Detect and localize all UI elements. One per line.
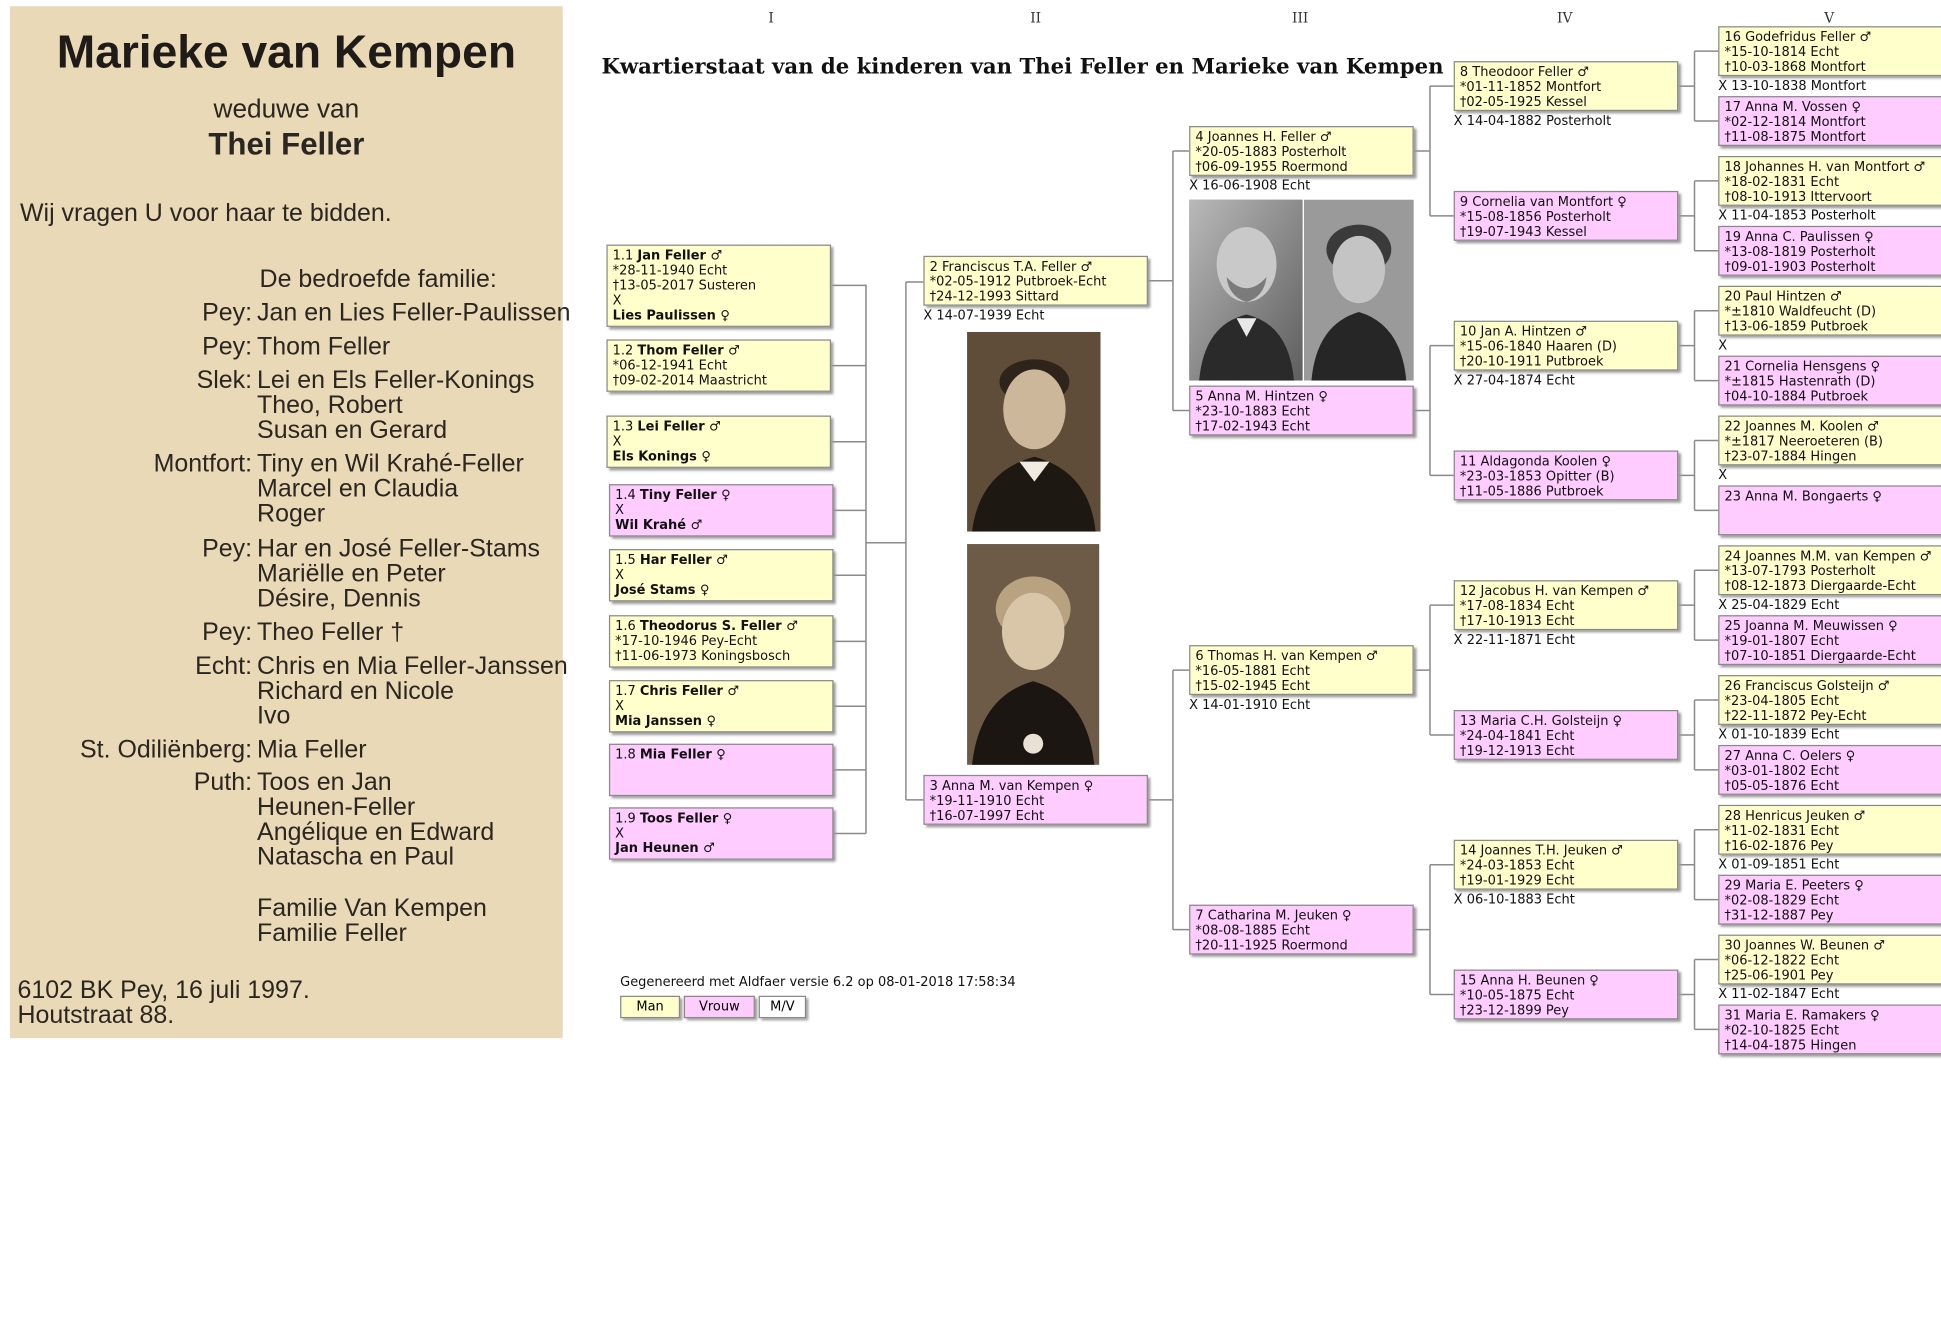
ancestor-name: 30 Joannes W. Beunen ♂ xyxy=(1724,938,1885,954)
child-box[interactable] xyxy=(609,549,834,601)
ancestor-detail: †10-03-1868 Montfort xyxy=(1724,60,1866,76)
column-header-1: I xyxy=(768,9,774,27)
child-name: Toos Feller ♀ xyxy=(639,811,733,827)
marriage-info: X 16-06-1908 Echt xyxy=(1189,178,1311,194)
ancestor-detail: *15-10-1814 Echt xyxy=(1724,45,1840,61)
ancestor-detail: *18-02-1831 Echt xyxy=(1724,174,1840,190)
child-number: 1.4 xyxy=(615,487,640,503)
portrait-photo-anna-hintzen xyxy=(1304,200,1414,381)
ancestor-name: 15 Anna H. Beunen ♀ xyxy=(1459,973,1599,989)
obituary-family-line: Chris en Mia Feller-Janssen xyxy=(257,652,568,681)
ancestor-detail: †05-05-1876 Echt xyxy=(1724,778,1840,794)
child-detail: †11-06-1973 Koningsbosch xyxy=(615,649,791,665)
legend-female: Vrouw xyxy=(684,996,755,1018)
ancestor-box[interactable] xyxy=(923,256,1148,306)
child-number: 1.1 xyxy=(612,248,638,264)
ancestor-box[interactable] xyxy=(1718,545,1941,595)
ancestor-detail: *11-02-1831 Echt xyxy=(1724,823,1840,839)
child-detail: *28-11-1940 Echt xyxy=(612,263,728,279)
obituary-family-line: Mia Feller xyxy=(257,736,367,764)
ancestor-box[interactable] xyxy=(1718,935,1941,985)
ancestor-detail: †17-02-1943 Echt xyxy=(1195,419,1310,435)
ancestor-detail: †17-10-1913 Echt xyxy=(1459,614,1575,630)
obituary-place: Montfort: xyxy=(153,450,253,478)
ancestor-name: 9 Cornelia van Montfort ♀ xyxy=(1459,194,1627,210)
obituary-place: Puth: xyxy=(193,768,253,797)
child-name: Thom Feller ♂ xyxy=(637,343,740,359)
ancestor-box[interactable] xyxy=(1718,416,1941,466)
ancestor-box[interactable] xyxy=(1454,580,1679,630)
generated-note: Gegenereerd met Aldfaer versie 6.2 op 08-01-2018 17:58:34 xyxy=(620,974,1016,990)
ancestor-name: 8 Theodoor Feller ♂ xyxy=(1459,64,1589,80)
ancestor-detail: †20-11-1925 Roermond xyxy=(1195,938,1348,954)
obituary-family-line: Jan en Lies Feller-Paulissen xyxy=(257,299,571,327)
marriage-mark: X xyxy=(612,293,622,309)
marriage-info: X 27-04-1874 Echt xyxy=(1453,373,1575,389)
marriage-mark: X xyxy=(615,502,625,518)
spouse-name: Els Konings ♀ xyxy=(612,449,711,465)
obituary-family-line: Roger xyxy=(257,500,326,528)
obituary-widow-of: weduwe van xyxy=(213,94,360,124)
ancestor-detail: *02-08-1829 Echt xyxy=(1724,893,1840,909)
obituary-family-1: Familie Van Kempen xyxy=(257,894,487,923)
ancestor-detail: †08-12-1873 Diergaarde-Echt xyxy=(1724,579,1916,595)
marriage-info: X 14-07-1939 Echt xyxy=(923,308,1045,324)
obituary-family-line: Lei en Els Feller-Konings xyxy=(257,366,535,395)
ancestor-name: 12 Jacobus H. van Kempen ♂ xyxy=(1459,583,1650,599)
ancestor-detail: *15-06-1840 Haaren (D) xyxy=(1459,339,1617,355)
obituary-family-line: Richard en Nicole xyxy=(257,677,455,706)
ancestor-name: 10 Jan A. Hintzen ♂ xyxy=(1459,324,1587,340)
obituary-place: Pey: xyxy=(202,333,253,361)
ancestor-detail: *15-08-1856 Posterholt xyxy=(1459,209,1611,225)
ancestor-box[interactable] xyxy=(1718,356,1941,406)
marriage-info: X 22-11-1871 Echt xyxy=(1453,632,1575,648)
ancestor-name: 4 Joannes H. Feller ♂ xyxy=(1195,129,1332,145)
ancestor-detail: *±1815 Hastenrath (D) xyxy=(1724,374,1876,390)
child-box[interactable] xyxy=(609,484,834,536)
chart-title: Kwartierstaat van de kinderen van Thei Feller en Marieke van Kempen xyxy=(601,54,1444,80)
obituary-family-header: De bedroefde familie: xyxy=(259,265,497,294)
ancestor-name: 7 Catharina M. Jeuken ♀ xyxy=(1195,908,1352,924)
ancestor-detail: *02-12-1814 Montfort xyxy=(1724,114,1866,130)
ancestor-detail: *01-11-1852 Montfort xyxy=(1459,79,1602,95)
ancestor-box[interactable] xyxy=(1189,386,1414,436)
ancestor-detail: *24-04-1841 Echt xyxy=(1459,728,1575,744)
ancestor-name: 29 Maria E. Peeters ♀ xyxy=(1724,878,1864,894)
obituary-address-1: 6102 BK Pey, 16 juli 1997. xyxy=(17,977,310,1005)
obituary-family-line: Heunen-Feller xyxy=(257,793,416,822)
column-header-2: II xyxy=(1030,9,1042,27)
child-box[interactable] xyxy=(606,416,831,468)
obituary-family-line: Theo Feller † xyxy=(257,618,405,647)
ancestor-name: 18 Johannes H. van Montfort ♂ xyxy=(1724,159,1926,175)
ancestor-name: 13 Maria C.H. Golsteijn ♀ xyxy=(1459,713,1623,729)
child-box[interactable] xyxy=(606,245,831,327)
spouse-name: Jan Heunen ♂ xyxy=(615,841,715,857)
ancestor-detail: †13-06-1859 Putbroek xyxy=(1724,319,1869,335)
ancestor-name: 24 Joannes M.M. van Kempen ♂ xyxy=(1724,549,1932,565)
child-box[interactable] xyxy=(609,807,834,859)
obituary-place: Pey: xyxy=(202,535,253,563)
spouse-name: Lies Paulissen ♀ xyxy=(612,308,730,324)
ancestor-detail: *23-04-1805 Echt xyxy=(1724,693,1840,709)
ancestor-detail: †22-11-1872 Pey-Echt xyxy=(1724,708,1867,724)
ancestor-detail: †04-10-1884 Putbroek xyxy=(1724,389,1869,405)
obituary-place: Pey: xyxy=(202,618,253,647)
ancestor-box[interactable] xyxy=(1454,450,1679,500)
ancestor-name: 14 Joannes T.H. Jeuken ♂ xyxy=(1459,843,1623,859)
ancestor-detail: †23-12-1899 Pey xyxy=(1459,1003,1569,1019)
child-box[interactable] xyxy=(606,339,831,391)
ancestor-name: 6 Thomas H. van Kempen ♂ xyxy=(1195,648,1378,664)
obituary-family-line: Susan en Gerard xyxy=(257,416,448,445)
child-name: Har Feller ♂ xyxy=(639,552,728,568)
marriage-info: X xyxy=(1718,467,1728,483)
ancestor-detail: *10-05-1875 Echt xyxy=(1459,988,1575,1004)
obituary-place: Pey: xyxy=(202,299,253,327)
ancestor-detail: *08-08-1885 Echt xyxy=(1195,923,1310,939)
ancestor-box[interactable] xyxy=(1454,710,1679,760)
ancestor-name: 26 Franciscus Golsteijn ♂ xyxy=(1724,678,1890,694)
ancestor-box[interactable] xyxy=(1189,905,1414,955)
marriage-info: X 06-10-1883 Echt xyxy=(1453,892,1575,908)
child-number: 1.5 xyxy=(615,552,640,568)
marriage-info: X 14-01-1910 Echt xyxy=(1189,697,1311,713)
ancestor-detail: *03-01-1802 Echt xyxy=(1724,763,1840,779)
obituary-family-line: Theo, Robert xyxy=(257,391,403,420)
legend-unknown: M/V xyxy=(759,996,806,1018)
portrait-photo-franciscus-feller xyxy=(967,332,1101,532)
spouse-name: Wil Krahé ♂ xyxy=(615,518,703,534)
ancestor-detail: †06-09-1955 Roermond xyxy=(1195,159,1348,175)
ancestor-name: 3 Anna M. van Kempen ♀ xyxy=(929,778,1094,794)
child-detail: *06-12-1941 Echt xyxy=(612,358,728,374)
obituary-family-line: Angélique en Edward xyxy=(257,818,495,847)
ancestor-detail: †15-02-1945 Echt xyxy=(1195,679,1310,695)
obituary-family-line: Natascha en Paul xyxy=(257,843,455,871)
ancestor-detail: *24-03-1853 Echt xyxy=(1459,858,1575,874)
ancestor-detail: †19-07-1943 Kessel xyxy=(1459,224,1587,240)
portrait-photo-joannes-feller xyxy=(1189,200,1303,381)
ancestor-detail: *06-12-1822 Echt xyxy=(1724,953,1840,969)
ancestor-detail: *13-08-1819 Posterholt xyxy=(1724,244,1876,260)
ancestor-box[interactable] xyxy=(923,775,1148,825)
ancestor-name: 5 Anna M. Hintzen ♀ xyxy=(1195,389,1328,405)
ancestor-box[interactable] xyxy=(1454,840,1679,890)
obituary-husband: Thei Feller xyxy=(208,127,365,163)
ancestor-detail: †09-01-1903 Posterholt xyxy=(1724,259,1876,275)
child-detail: †13-05-2017 Susteren xyxy=(612,278,757,294)
ancestor-detail: †11-05-1886 Putbroek xyxy=(1459,484,1604,500)
obituary-family-2: Familie Feller xyxy=(257,919,407,948)
ancestor-name: 23 Anna M. Bongaerts ♀ xyxy=(1724,489,1882,505)
child-number: 1.9 xyxy=(615,811,640,827)
ancestor-box[interactable] xyxy=(1718,26,1941,76)
obituary-family-line: Désire, Dennis xyxy=(257,585,421,613)
ancestor-detail: *02-05-1912 Putbroek-Echt xyxy=(929,274,1107,290)
obituary-place: Slek: xyxy=(196,366,253,395)
ancestor-box[interactable] xyxy=(1454,321,1679,371)
ancestor-detail: †19-12-1913 Echt xyxy=(1459,743,1575,759)
ancestor-box[interactable] xyxy=(1718,156,1941,206)
ancestor-box[interactable] xyxy=(1454,61,1679,111)
marriage-mark: X xyxy=(615,826,625,842)
marriage-mark: X xyxy=(615,567,625,583)
marriage-info: X 01-09-1851 Echt xyxy=(1718,857,1840,873)
child-box[interactable] xyxy=(609,680,834,732)
ancestor-name: 31 Maria E. Ramakers ♀ xyxy=(1724,1008,1880,1024)
ancestor-detail: *±1810 Waldfeucht (D) xyxy=(1724,304,1877,320)
child-number: 1.8 xyxy=(615,747,640,763)
spouse-name: Mia Janssen ♀ xyxy=(615,713,717,729)
ancestor-box[interactable] xyxy=(1718,615,1941,665)
child-detail: *17-10-1946 Pey-Echt xyxy=(615,633,758,649)
ancestor-name: 20 Paul Hintzen ♂ xyxy=(1724,289,1842,305)
ancestor-name: 2 Franciscus T.A. Feller ♂ xyxy=(929,259,1093,275)
obituary-family-line: Tiny en Wil Krahé-Feller xyxy=(257,450,524,478)
ancestor-box[interactable] xyxy=(1189,126,1414,176)
ancestor-detail: *±1817 Neeroeteren (B) xyxy=(1724,434,1883,450)
ancestor-box[interactable] xyxy=(1718,675,1941,725)
child-number: 1.3 xyxy=(612,419,638,435)
child-name: Theodorus S. Feller ♂ xyxy=(639,618,798,634)
ancestor-box[interactable] xyxy=(1454,191,1679,241)
ancestor-detail: *23-03-1853 Opitter (B) xyxy=(1459,469,1615,485)
child-name: Mia Feller ♀ xyxy=(639,747,726,763)
obituary-family-line: Har en José Feller-Stams xyxy=(257,535,540,563)
ancestor-name: 11 Aldagonda Koolen ♀ xyxy=(1459,454,1612,470)
ancestor-name: 27 Anna C. Oelers ♀ xyxy=(1724,748,1856,764)
ancestor-detail: *19-11-1910 Echt xyxy=(929,793,1045,809)
obituary-family-line: Marcel en Claudia xyxy=(257,475,459,503)
ancestor-box[interactable] xyxy=(1718,805,1941,855)
obituary-family-line: Thom Feller xyxy=(257,333,391,361)
ancestor-detail: †08-10-1913 Ittervoort xyxy=(1724,189,1872,205)
ancestor-box[interactable] xyxy=(1718,226,1941,276)
child-detail: †09-02-2014 Maastricht xyxy=(612,373,767,389)
child-name: Chris Feller ♂ xyxy=(639,683,740,699)
ancestor-detail: †25-06-1901 Pey xyxy=(1724,968,1834,984)
obituary-family-line: Toos en Jan xyxy=(257,768,392,797)
obituary-address-2: Houtstraat 88. xyxy=(17,1001,175,1030)
child-name: Jan Feller ♂ xyxy=(637,248,723,264)
legend-male: Man xyxy=(620,996,680,1018)
portrait-photo-anna-van-kempen xyxy=(967,544,1099,765)
obituary-name: Marieke van Kempen xyxy=(56,26,517,78)
ancestor-detail: *16-05-1881 Echt xyxy=(1195,663,1310,679)
ancestor-box[interactable] xyxy=(1718,96,1941,146)
ancestor-detail: *17-08-1834 Echt xyxy=(1459,599,1575,615)
ancestor-detail: †23-07-1884 Hingen xyxy=(1724,449,1857,465)
obituary-prayer: Wij vragen U voor haar te bidden. xyxy=(19,199,392,228)
ancestor-detail: *13-07-1793 Posterholt xyxy=(1724,564,1876,580)
column-header-3: III xyxy=(1292,9,1309,27)
ancestor-detail: †31-12-1887 Pey xyxy=(1724,908,1834,924)
child-box[interactable] xyxy=(609,615,834,667)
child-number: 1.6 xyxy=(615,618,640,634)
ancestor-detail: *19-01-1807 Echt xyxy=(1724,633,1840,649)
obituary-place: Echt: xyxy=(195,652,253,681)
ancestor-detail: †02-05-1925 Kessel xyxy=(1459,95,1587,111)
ancestor-detail: †14-04-1875 Hingen xyxy=(1724,1038,1857,1054)
ancestor-name: 22 Joannes M. Koolen ♂ xyxy=(1724,419,1879,435)
ancestor-detail: *20-05-1883 Posterholt xyxy=(1195,144,1347,160)
ancestor-detail: †16-07-1997 Echt xyxy=(929,808,1045,824)
ancestor-detail: †24-12-1993 Sittard xyxy=(929,289,1059,305)
ancestor-name: 17 Anna M. Vossen ♀ xyxy=(1724,99,1861,115)
ancestor-box[interactable] xyxy=(1189,645,1414,695)
marriage-info: X 25-04-1829 Echt xyxy=(1718,597,1840,613)
ancestor-detail: †19-01-1929 Echt xyxy=(1459,873,1575,889)
column-header-4: IV xyxy=(1557,9,1573,27)
marriage-info: X 13-10-1838 Montfort xyxy=(1718,78,1867,94)
spouse-name: José Stams ♀ xyxy=(615,582,710,598)
marriage-info: X 11-02-1847 Echt xyxy=(1718,987,1840,1002)
ancestor-name: 19 Anna C. Paulissen ♀ xyxy=(1724,229,1874,245)
child-number: 1.7 xyxy=(615,683,640,699)
marriage-info: X 11-04-1853 Posterholt xyxy=(1718,208,1876,224)
ancestor-name: 21 Cornelia Hensgens ♀ xyxy=(1724,359,1881,375)
obituary-family-line: Ivo xyxy=(257,702,291,730)
ancestor-name: 25 Joanna M. Meuwissen ♀ xyxy=(1724,618,1898,634)
marriage-info: X 14-04-1882 Posterholt xyxy=(1453,113,1612,129)
obituary-place: St. Odiliënberg: xyxy=(80,736,253,764)
ancestor-box[interactable] xyxy=(1718,1004,1941,1054)
marriage-mark: X xyxy=(615,698,625,714)
ancestor-box[interactable] xyxy=(1718,875,1941,925)
column-header-5: V xyxy=(1824,9,1835,27)
child-number: 1.2 xyxy=(612,343,638,359)
obituary-family-line: Mariëlle en Peter xyxy=(257,560,446,588)
child-box[interactable] xyxy=(609,744,834,796)
marriage-info: X 01-10-1839 Echt xyxy=(1718,727,1840,743)
marriage-mark: X xyxy=(612,434,622,450)
ancestor-detail: *23-10-1883 Echt xyxy=(1195,404,1310,420)
ancestor-detail: †16-02-1876 Pey xyxy=(1724,838,1834,854)
ancestor-box[interactable] xyxy=(1454,970,1679,1020)
marriage-info: X xyxy=(1718,338,1728,354)
ancestor-detail: †11-08-1875 Montfort xyxy=(1724,130,1866,145)
child-name: Tiny Feller ♀ xyxy=(639,487,731,503)
ancestor-detail: *02-10-1825 Echt xyxy=(1724,1023,1840,1039)
ancestor-box[interactable] xyxy=(1718,745,1941,795)
ancestor-box[interactable] xyxy=(1718,286,1941,336)
ancestor-detail: †20-10-1911 Putbroek xyxy=(1459,354,1604,370)
ancestor-box[interactable] xyxy=(1718,485,1941,535)
ancestor-name: 28 Henricus Jeuken ♂ xyxy=(1724,808,1866,824)
child-name: Lei Feller ♂ xyxy=(637,419,721,435)
ancestor-detail: †07-10-1851 Diergaarde-Echt xyxy=(1724,649,1916,665)
ancestor-name: 16 Godefridus Feller ♂ xyxy=(1724,29,1872,45)
